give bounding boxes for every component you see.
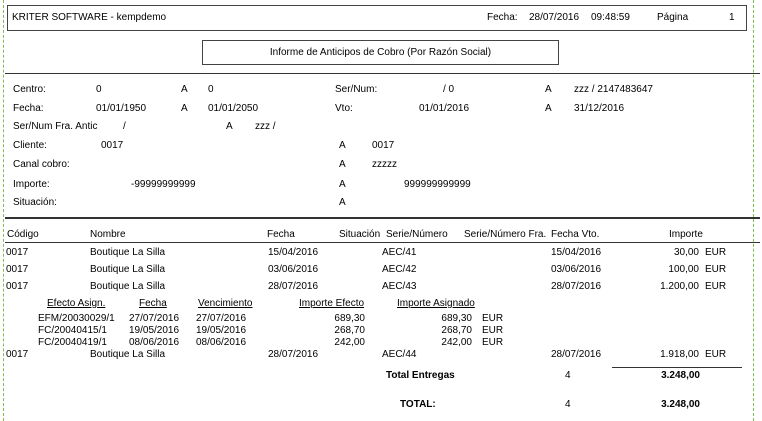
header-page-number: 1 [729,12,735,23]
filter-a: A [545,84,552,95]
subcol-vencimiento: Vencimiento [198,298,253,309]
col-situacion: Situación [339,229,381,240]
row-fecha: 03/06/2016 [268,264,319,275]
filter-sernum-label: Ser/Num: [335,84,378,95]
filter-sernum-to: zzz / 2147483647 [574,84,653,95]
left-margin-guide [3,0,4,421]
sub-importe: 268,70 [334,325,365,336]
grand-total-label: TOTAL: [400,399,436,410]
total-entregas-count: 4 [565,370,571,381]
filter-a: A [181,103,188,114]
col-nombre: Nombre [90,229,126,240]
header-date: 28/07/2016 [529,12,580,23]
col-importe: Importe [669,229,703,240]
row-fecha: 28/07/2016 [268,281,319,292]
filter-cliente-label: Cliente: [13,140,47,151]
filter-vto-from: 01/01/2016 [419,103,470,114]
filter-sernumfra-to: zzz / [255,121,276,132]
filter-a: A [339,159,346,170]
sub-importe: 242,00 [334,337,365,348]
filter-importe-from: -99999999999 [131,179,196,190]
sub-moneda: EUR [482,337,504,348]
sub-vencimiento: 08/06/2016 [196,337,247,348]
filter-centro-to: 0 [208,84,214,95]
row-moneda: EUR [705,264,727,275]
col-fecha: Fecha [267,229,295,240]
sub-asignado: 268,70 [441,325,472,336]
row-fecha: 28/07/2016 [268,349,319,360]
row-nombre: Boutique La Silla [90,247,166,258]
company-name: KRITER SOFTWARE - kempdemo [12,12,167,23]
row-serie: AEC/44 [382,349,417,360]
sub-fecha: 27/07/2016 [129,313,180,324]
col-fecha-vto: Fecha Vto. [551,229,600,240]
row-vto: 03/06/2016 [551,264,602,275]
filter-cliente-from: 0017 [101,140,124,151]
filter-cliente-to: 0017 [372,140,395,151]
sub-vencimiento: 27/07/2016 [196,313,247,324]
row-vto: 28/07/2016 [551,349,602,360]
filter-situacion-label: Situación: [13,197,57,208]
right-margin-guide [753,0,754,421]
sub-fecha: 08/06/2016 [129,337,180,348]
filter-fecha-to: 01/01/2050 [208,103,259,114]
row-nombre: Boutique La Silla [90,281,166,292]
sub-moneda: EUR [482,325,504,336]
row-importe: 1.200,00 [660,281,699,292]
row-codigo: 0017 [6,349,29,360]
row-codigo: 0017 [6,281,29,292]
totals-divider [612,367,742,368]
filter-centro-from: 0 [96,84,102,95]
filter-canal-label: Canal cobro: [13,159,70,170]
table-top-divider [5,217,760,219]
sub-asignado: 242,00 [441,337,472,348]
row-moneda: EUR [705,349,727,360]
row-serie: AEC/41 [382,247,417,258]
filter-fecha-from: 01/01/1950 [96,103,147,114]
filter-sernum-from: / 0 [443,84,455,95]
filter-a: A [181,84,188,95]
filter-canal-to: zzzzz [372,159,397,170]
row-importe: 1.918,00 [660,349,699,360]
filter-a: A [339,197,346,208]
sub-fecha: 19/05/2016 [129,325,180,336]
grand-total-count: 4 [565,399,571,410]
row-vto: 15/04/2016 [551,247,602,258]
grand-total-importe: 3.248,00 [661,399,700,410]
header-time: 09:48:59 [591,12,630,23]
row-importe: 100,00 [668,264,699,275]
sub-efecto: FC/20040419/1 [38,337,107,348]
sub-asignado: 689,30 [441,313,472,324]
row-importe: 30,00 [673,247,699,258]
subcol-efecto: Efecto Asign. [47,298,106,309]
filter-centro-label: Centro: [13,84,46,95]
col-codigo: Código [7,229,39,240]
row-moneda: EUR [705,281,727,292]
filters-top-divider [5,73,760,74]
col-serie-numero-fra: Serie/Número Fra. [464,229,547,240]
row-moneda: EUR [705,247,727,258]
sub-importe: 689,30 [334,313,365,324]
sub-vencimiento: 19/05/2016 [196,325,247,336]
filter-a: A [226,121,233,132]
filter-importe-label: Importe: [13,179,50,190]
sub-efecto: FC/20040415/1 [38,325,107,336]
row-nombre: Boutique La Silla [90,349,166,360]
filter-sernumfra-from: / [123,121,126,132]
total-entregas-importe: 3.248,00 [661,370,700,381]
col-serie-numero: Serie/Número [386,229,448,240]
row-nombre: Boutique La Silla [90,264,166,275]
filter-a: A [339,140,346,151]
row-codigo: 0017 [6,264,29,275]
row-serie: AEC/43 [382,281,417,292]
filter-a: A [545,103,552,114]
filter-a: A [339,179,346,190]
row-codigo: 0017 [6,247,29,258]
subcol-importe-asignado: Importe Asignado [397,298,475,309]
filter-sernumfra-label: Ser/Num Fra. Antic [13,121,98,132]
report-title: Informe de Anticipos de Cobro (Por Razón Social) [269,47,492,58]
sub-moneda: EUR [482,313,504,324]
header-page-label: Página [657,12,689,23]
total-entregas-label: Total Entregas [386,370,455,381]
row-vto: 28/07/2016 [551,281,602,292]
row-fecha: 15/04/2016 [268,247,319,258]
subcol-importe-efecto: Importe Efecto [299,298,365,309]
filter-fecha-label: Fecha: [13,103,44,114]
row-serie: AEC/42 [382,264,417,275]
filter-vto-to: 31/12/2016 [574,103,625,114]
sub-efecto: EFM/20030029/1 [38,313,115,324]
header-date-label: Fecha: [487,12,518,23]
filter-vto-label: Vto: [335,103,353,114]
subcol-fecha: Fecha [139,298,167,309]
filter-importe-to: 999999999999 [404,179,471,190]
table-header-divider [5,242,760,243]
